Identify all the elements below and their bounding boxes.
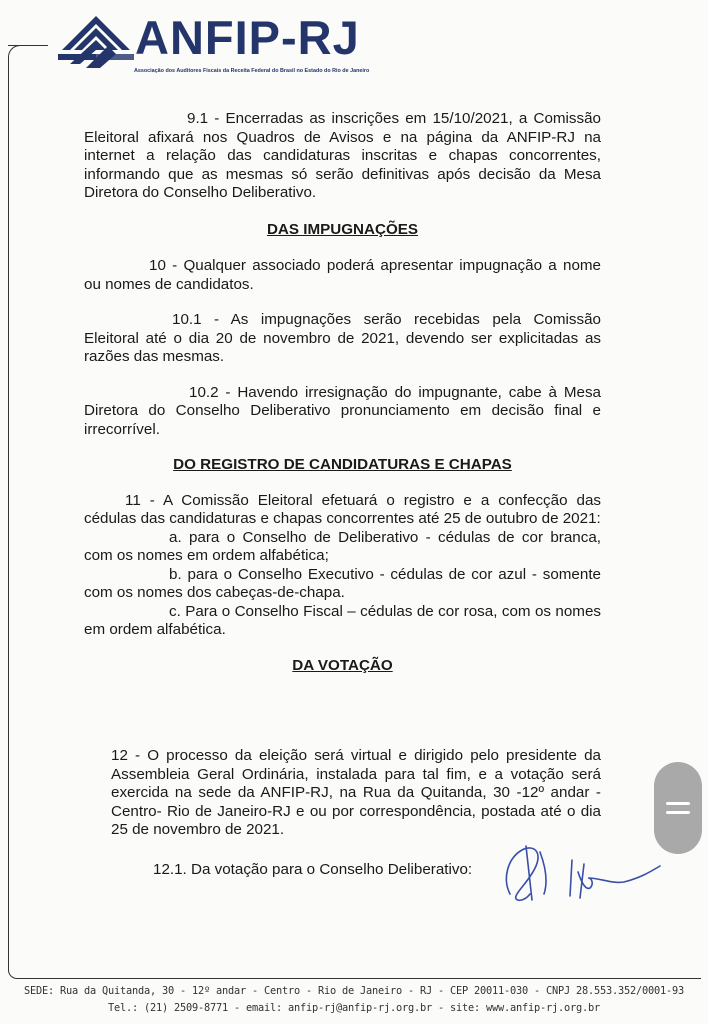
brand-subtitle: Associação dos Auditores Fiscais da Receita Federal do Brasil no Estado do Rio de Janeiro (134, 68, 370, 74)
signature-rubric (500, 838, 680, 908)
heading-impugnacoes: DAS IMPUGNAÇÕES (266, 220, 419, 238)
heading-registro: DO REGISTRO DE CANDIDATURAS E CHAPAS (173, 456, 512, 473)
paragraph-11-c: c. Para o Conselho Fiscal – cédulas de cor rosa, com os nomes em ordem alfabética. (84, 602, 601, 638)
heading-votacao: DA VOTAÇÃO (292, 656, 393, 674)
frame-bottom-line (8, 970, 701, 979)
voting-block (111, 747, 601, 840)
paragraph-10: 10 - Qualquer associado poderá apresentar impugnação a nome ou nomes de candidatos. (84, 257, 601, 293)
document-body (84, 110, 601, 675)
paragraph-9-1: 9.1 - Encerradas as inscrições em 15/10/2021, a Comissão Eleitoral afixará nos Quadros de Avisos e na página da ANFIP-RJ na internet a relação das candidaturas inscritas e chapas concorrentes, informando que as mesmas só serão definitivas após decisão da Mesa Diretora do Conselho Deliberativo. (84, 110, 601, 201)
footer-address: SEDE: Rua da Quitanda, 30 - 12º andar - Centro - Rio de Janeiro - RJ - CEP 20011-030 - CNPJ 28.553.352/0001-93 (24, 985, 684, 997)
anfip-logo-icon (56, 10, 136, 80)
drag-handle-icon-lower (666, 811, 690, 814)
brand-title: ANFIP-RJ (135, 11, 360, 64)
paragraph-11-b: b. para o Conselho Executivo - cédulas de cor azul - somente com os nomes dos cabeças-de-chapa. (84, 565, 601, 601)
drag-handle-icon (666, 802, 690, 805)
paragraph-12-1: 12.1. Da votação para o Conselho Deliberativo: (153, 861, 473, 878)
paragraph-11: 11 - A Comissão Eleitoral efetuará o registro e a confecção das cédulas das candidaturas e chapas concorrentes até 25 de outubro de 2021: (84, 491, 601, 527)
paragraph-11-a: a. para o Conselho de Deliberativo - cédulas de cor branca, com os nomes em ordem alfabética; (84, 528, 601, 564)
paragraph-10-2: 10.2 - Havendo irresignação do impugnante, cabe à Mesa Diretora do Conselho Deliberativo pronunciamento em decisão final e irrecorrível. (84, 383, 601, 438)
paragraph-12: 12 - O processo da eleição será virtual e dirigido pelo presidente da Assembleia Geral Ordinária, instalada para tal fim, e a votação será exercida na sede da ANFIP-RJ, na Rua da Quitanda, 30 -12º andar - Centro- Rio de Janeiro-RJ e ou por correspondência, postada até o dia 25 de novembro de 2021. (111, 747, 601, 838)
frame-corner (8, 45, 23, 60)
frame-left-line (8, 56, 9, 971)
scroll-handle[interactable] (654, 762, 702, 854)
paragraph-10-1: 10.1 - As impugnações serão recebidas pela Comissão Eleitoral até o dia 20 de novembro de 2021, devendo ser explicitadas as razões das mesmas. (84, 311, 601, 365)
footer-contact: Tel.: (21) 2509-8771 - email: anfip-rj@anfip-rj.org.br - site: www.anfip-rj.org.br (108, 1002, 600, 1014)
